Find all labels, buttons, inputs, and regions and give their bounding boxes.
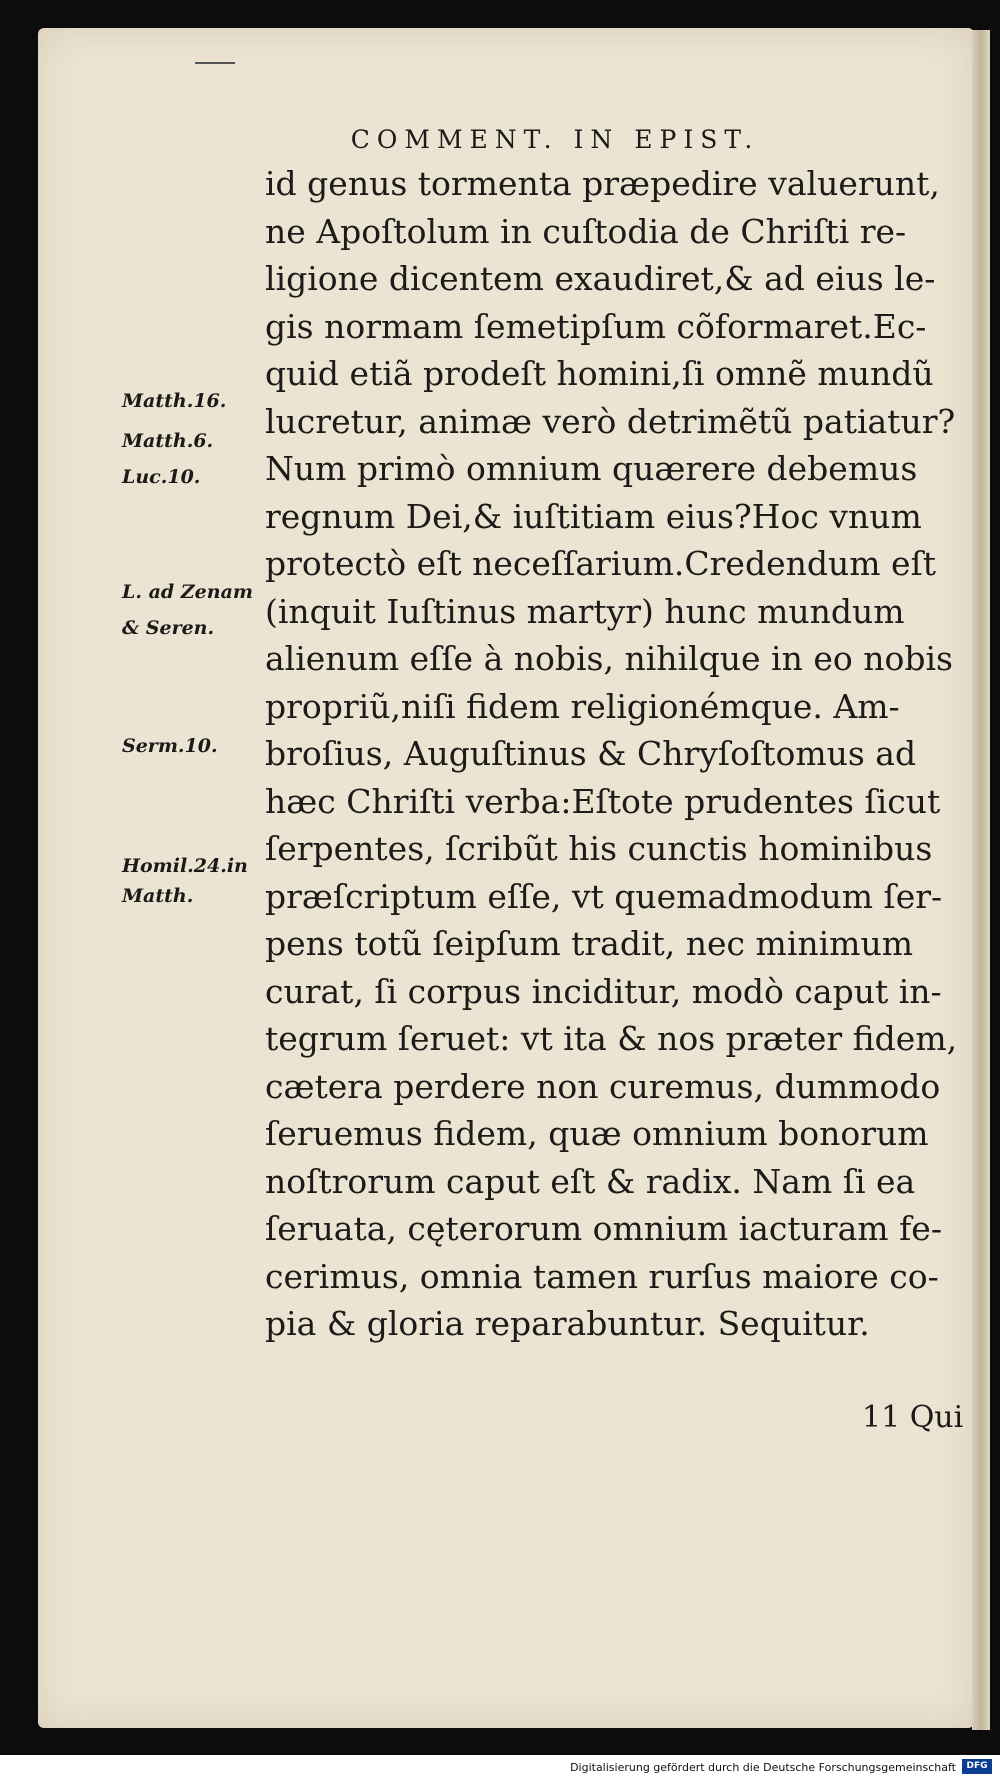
dfg-logo[interactable]: DFG <box>962 1759 992 1774</box>
text-line: cerimus, omnia tamen rurſus maiore co- <box>265 1256 939 1296</box>
text-line: hæc Chriſti verba:Eſtote prudentes ſicut <box>265 781 941 821</box>
digitization-credit: Digitalisierung gefördert durch die Deutsche Forschungsgemeinschaft <box>570 1761 956 1774</box>
margin-note-serm-10: Serm.10. <box>122 735 218 757</box>
text-line: cætera perdere non curemus, dummodo <box>265 1066 941 1106</box>
text-line: ſeruemus fidem, quæ omnium bonorum <box>265 1114 929 1153</box>
text-line: ne Apoſtolum in cuſtodia de Chriſti re- <box>265 211 907 251</box>
text-line: quid etiã prodeſt homini,ſi omnẽ mundũ <box>265 354 934 393</box>
header-dash <box>195 62 235 64</box>
margin-note-seren: & Seren. <box>122 617 215 639</box>
margin-note-homil-24: Homil.24.in <box>122 855 248 877</box>
text-line: tegrum ſeruet: vt ita & nos præter fidem, <box>265 1019 958 1058</box>
catchword: 11 Qui <box>862 1400 964 1435</box>
text-line: regnum Dei,& iuſtitiam eius?Hoc vnum <box>265 496 922 536</box>
margin-note-luc-10: Luc.10. <box>122 466 201 488</box>
margin-note-matth-16: Matth.16. <box>122 390 227 412</box>
text-line: alienum eſſe à nobis, nihilque in eo nobis <box>265 639 953 678</box>
margin-note-ad-zenam: L. ad Zenam <box>122 581 253 603</box>
margin-note-matth-6: Matth.6. <box>122 430 214 452</box>
text-line: ligione dicentem exaudiret,& ad eius le- <box>265 259 936 298</box>
text-line: pens totũ ſeipſum tradit, nec minimum <box>265 924 914 963</box>
text-line: ſeruata, cęterorum omnium iacturam fe- <box>265 1209 942 1248</box>
text-line: præſcriptum eſſe, vt quemadmodum ſer- <box>265 876 943 916</box>
text-line: propriũ,niſi fidem religionémque. Am- <box>265 686 900 726</box>
text-line: curat, ſi corpus inciditur, modò caput in- <box>265 971 942 1011</box>
margin-note-matth: Matth. <box>122 885 194 907</box>
text-line: broſius, Auguſtinus & Chryſoſtomus ad <box>265 734 917 773</box>
text-line: id genus tormenta præpedire valuerunt, <box>265 164 940 203</box>
text-line: ſerpentes, ſcribũt his cunctis hominibus <box>265 829 933 868</box>
page-edge <box>972 30 990 1730</box>
text-line: Num primò omnium quærere debemus <box>265 449 918 488</box>
text-line: noſtrorum caput eſt & radix. Nam ſi ea <box>265 1161 916 1201</box>
text-line: pia & gloria reparabuntur. Sequitur. <box>265 1304 870 1343</box>
text-line: (inquit Iuſtinus martyr) hunc mundum <box>265 591 905 631</box>
text-line: lucretur, animæ verò detrimẽtũ patiatur? <box>265 401 956 441</box>
text-line: protectò eſt neceſſarium.Credendum eſt <box>265 544 937 583</box>
body-text <box>265 160 965 1348</box>
text-line: gis normam ſemetipſum cõformaret.Ec- <box>265 306 927 346</box>
running-head: COMMENT. IN EPIST. <box>350 125 760 154</box>
